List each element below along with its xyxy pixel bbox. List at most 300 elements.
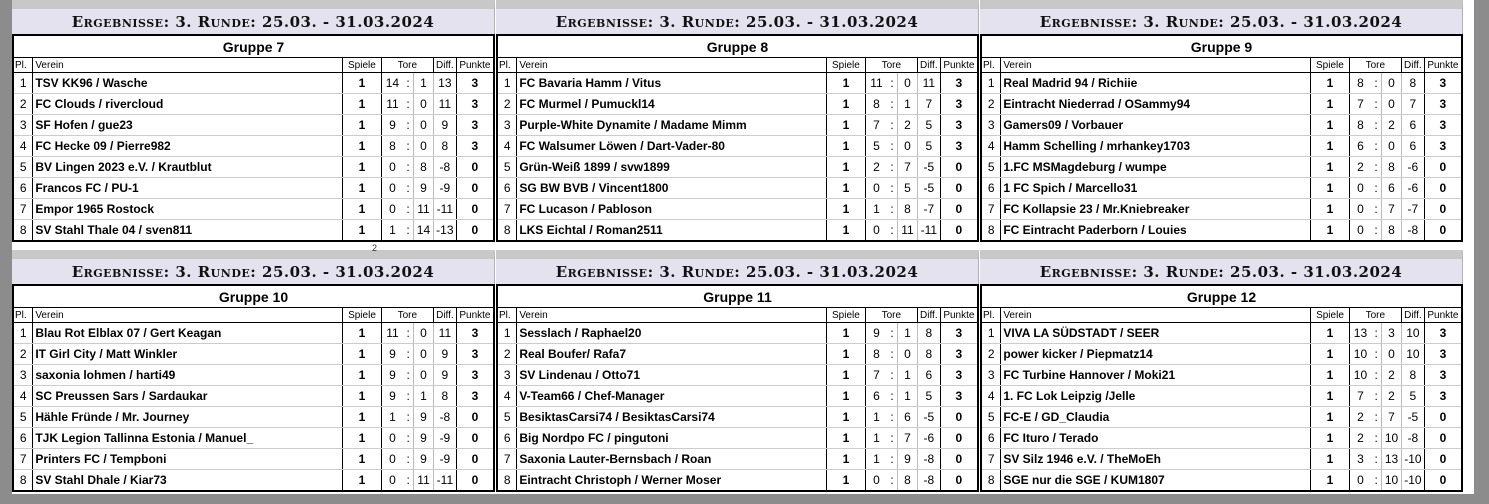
table-row <box>497 199 978 220</box>
table-row <box>13 365 494 386</box>
club-cell: power kicker / Piepmatz14 <box>1001 344 1311 365</box>
table-row <box>13 470 494 492</box>
goals-against-cell: 0 <box>1382 94 1402 115</box>
column-header-diff: Diff. <box>433 308 456 323</box>
rank-cell: 6 <box>497 428 517 449</box>
goals-separator: : <box>1371 407 1381 428</box>
goals-for-cell: 10 <box>1349 344 1371 365</box>
goals-separator: : <box>887 73 897 94</box>
points-cell: 0 <box>940 407 978 428</box>
goals-against-cell: 0 <box>898 136 918 157</box>
rank-cell: 5 <box>497 157 517 178</box>
round-banner: Ergebnisse: 3. Runde: 25.03. - 31.03.2024 <box>12 250 495 284</box>
rank-cell: 4 <box>981 386 1001 407</box>
goals-for-cell: 7 <box>1349 386 1371 407</box>
table-row <box>13 136 494 157</box>
rank-cell: 1 <box>981 323 1001 344</box>
goals-against-cell: 10 <box>1382 428 1402 449</box>
goals-for-cell: 1 <box>865 449 887 470</box>
column-header-spiele: Spiele <box>827 58 866 73</box>
goals-separator: : <box>403 73 413 94</box>
table-row <box>981 178 1462 199</box>
club-cell: FC Lucason / Pabloson <box>517 199 827 220</box>
goal-diff-cell: -10 <box>1401 470 1424 492</box>
games-cell: 1 <box>827 157 866 178</box>
games-cell: 1 <box>343 199 382 220</box>
points-cell: 0 <box>940 157 978 178</box>
goals-separator: : <box>887 470 897 492</box>
standings-table <box>496 34 979 242</box>
points-cell: 3 <box>940 136 978 157</box>
games-cell: 1 <box>827 428 866 449</box>
goals-separator: : <box>403 136 413 157</box>
table-row <box>13 344 494 365</box>
table-row <box>13 428 494 449</box>
table-row <box>497 449 978 470</box>
points-cell: 3 <box>1424 323 1462 344</box>
group-title: Gruppe 12 <box>981 285 1462 308</box>
points-cell: 3 <box>456 365 494 386</box>
goals-against-cell: 11 <box>414 470 434 492</box>
goals-against-cell: 7 <box>898 157 918 178</box>
goals-for-cell: 7 <box>865 115 887 136</box>
games-cell: 1 <box>1311 407 1350 428</box>
goals-against-cell: 8 <box>898 470 918 492</box>
table-row <box>981 365 1462 386</box>
goals-against-cell: 0 <box>414 136 434 157</box>
table-row <box>497 94 978 115</box>
goals-against-cell: 10 <box>1382 470 1402 492</box>
games-cell: 1 <box>343 220 382 242</box>
points-cell: 3 <box>940 365 978 386</box>
goals-for-cell: 0 <box>865 178 887 199</box>
club-cell: Eintracht Niederrad / OSammy94 <box>1001 94 1311 115</box>
points-cell: 3 <box>1424 344 1462 365</box>
goals-separator: : <box>403 323 413 344</box>
goals-separator: : <box>1371 199 1381 220</box>
group-panel <box>980 250 1463 495</box>
round-banner: Ergebnisse: 3. Runde: 25.03. - 31.03.2024 <box>980 0 1463 34</box>
points-cell: 0 <box>456 428 494 449</box>
rank-cell: 5 <box>497 407 517 428</box>
goals-for-cell: 3 <box>1349 449 1371 470</box>
games-cell: 1 <box>827 344 866 365</box>
games-cell: 1 <box>343 344 382 365</box>
round-banner: Ergebnisse: 3. Runde: 25.03. - 31.03.2024 <box>980 250 1463 284</box>
column-header-punkte: Punkte <box>456 58 494 73</box>
club-cell: SC Preussen Sars / Sardaukar <box>33 386 343 407</box>
goal-diff-cell: -11 <box>433 470 456 492</box>
club-cell: Real Boufer/ Rafa7 <box>517 344 827 365</box>
goals-for-cell: 8 <box>865 344 887 365</box>
goal-diff-cell: 10 <box>1401 344 1424 365</box>
rank-cell: 6 <box>497 178 517 199</box>
column-header-diff: Diff. <box>917 308 940 323</box>
column-header-tore: Tore <box>1349 58 1401 73</box>
club-cell: TSV KK96 / Wasche <box>33 73 343 94</box>
rank-cell: 6 <box>981 178 1001 199</box>
goals-separator: : <box>1371 73 1381 94</box>
goals-for-cell: 0 <box>1349 220 1371 242</box>
table-row <box>497 157 978 178</box>
goals-separator: : <box>403 386 413 407</box>
rank-cell: 3 <box>497 365 517 386</box>
table-row <box>981 344 1462 365</box>
goals-against-cell: 6 <box>1382 178 1402 199</box>
games-cell: 1 <box>827 73 866 94</box>
goals-for-cell: 1 <box>865 428 887 449</box>
club-cell: FC Ituro / Terado <box>1001 428 1311 449</box>
table-row <box>13 115 494 136</box>
games-cell: 1 <box>343 407 382 428</box>
column-header-verein: Verein <box>517 308 827 323</box>
points-cell: 0 <box>456 178 494 199</box>
rank-cell: 8 <box>981 220 1001 242</box>
points-cell: 3 <box>456 73 494 94</box>
standings-table <box>12 284 495 492</box>
column-header-spiele: Spiele <box>343 58 382 73</box>
goals-separator: : <box>1371 365 1381 386</box>
goal-diff-cell: -9 <box>433 449 456 470</box>
club-cell: Big Nordpo FC / pingutoni <box>517 428 827 449</box>
column-header-spiele: Spiele <box>827 308 866 323</box>
goals-separator: : <box>1371 136 1381 157</box>
points-cell: 3 <box>456 94 494 115</box>
table-row <box>13 94 494 115</box>
goal-diff-cell: 9 <box>433 115 456 136</box>
goals-against-cell: 7 <box>1382 199 1402 220</box>
goals-for-cell: 0 <box>381 470 403 492</box>
table-row <box>497 323 978 344</box>
club-cell: Sesslach / Raphael20 <box>517 323 827 344</box>
goal-diff-cell: -5 <box>917 157 940 178</box>
goals-separator: : <box>887 136 897 157</box>
club-cell: BesiktasCarsi74 / BesiktasCarsi74 <box>517 407 827 428</box>
points-cell: 3 <box>1424 94 1462 115</box>
points-cell: 0 <box>940 428 978 449</box>
goals-against-cell: 2 <box>1382 115 1402 136</box>
bottom-gap <box>12 494 1474 504</box>
games-cell: 1 <box>343 73 382 94</box>
table-row <box>497 220 978 242</box>
goals-against-cell: 2 <box>1382 365 1402 386</box>
club-cell: Empor 1965 Rostock <box>33 199 343 220</box>
rank-cell: 7 <box>981 199 1001 220</box>
table-row <box>497 428 978 449</box>
goals-against-cell: 6 <box>898 407 918 428</box>
games-cell: 1 <box>1311 365 1350 386</box>
games-cell: 1 <box>343 470 382 492</box>
goal-diff-cell: -8 <box>1401 220 1424 242</box>
goal-diff-cell: -6 <box>917 428 940 449</box>
games-cell: 1 <box>1311 94 1350 115</box>
club-cell: Hähle Fründe / Mr. Journey <box>33 407 343 428</box>
column-header-pl: Pl. <box>981 58 1001 73</box>
goals-separator: : <box>887 344 897 365</box>
table-row <box>981 470 1462 492</box>
goals-for-cell: 2 <box>1349 157 1371 178</box>
column-header-diff: Diff. <box>433 58 456 73</box>
group-panel <box>12 0 495 245</box>
goal-diff-cell: 8 <box>917 344 940 365</box>
goals-for-cell: 9 <box>381 386 403 407</box>
goals-against-cell: 0 <box>414 115 434 136</box>
goals-for-cell: 8 <box>381 136 403 157</box>
goals-separator: : <box>1371 470 1381 492</box>
points-cell: 3 <box>1424 115 1462 136</box>
table-row <box>981 115 1462 136</box>
goals-against-cell: 1 <box>898 386 918 407</box>
goal-diff-cell: 5 <box>917 115 940 136</box>
points-cell: 0 <box>456 157 494 178</box>
goal-diff-cell: 7 <box>917 94 940 115</box>
rank-cell: 7 <box>13 449 33 470</box>
goal-diff-cell: 6 <box>1401 115 1424 136</box>
points-cell: 0 <box>1424 449 1462 470</box>
goals-separator: : <box>403 178 413 199</box>
goals-against-cell: 0 <box>414 94 434 115</box>
table-row <box>13 323 494 344</box>
goal-diff-cell: -5 <box>1401 407 1424 428</box>
goals-separator: : <box>1371 344 1381 365</box>
games-cell: 1 <box>1311 73 1350 94</box>
points-cell: 3 <box>1424 73 1462 94</box>
rank-cell: 6 <box>13 178 33 199</box>
goals-for-cell: 2 <box>1349 428 1371 449</box>
games-cell: 1 <box>1311 199 1350 220</box>
rank-cell: 7 <box>497 449 517 470</box>
goals-for-cell: 9 <box>381 115 403 136</box>
column-header-pl: Pl. <box>497 308 517 323</box>
column-header-verein: Verein <box>517 58 827 73</box>
goals-against-cell: 1 <box>414 73 434 94</box>
goals-for-cell: 0 <box>381 449 403 470</box>
rank-cell: 8 <box>13 470 33 492</box>
goals-for-cell: 0 <box>1349 470 1371 492</box>
goals-against-cell: 13 <box>1382 449 1402 470</box>
goal-diff-cell: -11 <box>433 199 456 220</box>
goals-separator: : <box>1371 428 1381 449</box>
column-header-spiele: Spiele <box>1311 58 1350 73</box>
goal-diff-cell: -13 <box>433 220 456 242</box>
goals-separator: : <box>1371 157 1381 178</box>
column-header-spiele: Spiele <box>343 308 382 323</box>
club-cell: V-Team66 / Chef-Manager <box>517 386 827 407</box>
games-cell: 1 <box>827 115 866 136</box>
club-cell: SV Stahl Dhale / Kiar73 <box>33 470 343 492</box>
goals-for-cell: 9 <box>381 365 403 386</box>
goals-separator: : <box>887 115 897 136</box>
points-cell: 0 <box>456 220 494 242</box>
goal-diff-cell: 9 <box>433 365 456 386</box>
goals-against-cell: 11 <box>414 199 434 220</box>
rank-cell: 4 <box>13 136 33 157</box>
table-row <box>981 386 1462 407</box>
club-cell: SV Stahl Thale 04 / sven811 <box>33 220 343 242</box>
goals-against-cell: 14 <box>414 220 434 242</box>
group-title: Gruppe 7 <box>13 35 494 58</box>
games-cell: 1 <box>1311 323 1350 344</box>
rank-cell: 1 <box>981 73 1001 94</box>
rank-cell: 2 <box>981 344 1001 365</box>
rank-cell: 5 <box>13 157 33 178</box>
goal-diff-cell: 11 <box>917 73 940 94</box>
goals-against-cell: 0 <box>414 344 434 365</box>
goals-separator: : <box>1371 449 1381 470</box>
games-cell: 1 <box>1311 220 1350 242</box>
rank-cell: 8 <box>497 470 517 492</box>
club-cell: BV Lingen 2023 e.V. / Krautblut <box>33 157 343 178</box>
goals-separator: : <box>403 344 413 365</box>
goal-diff-cell: 6 <box>1401 136 1424 157</box>
rank-cell: 8 <box>497 220 517 242</box>
goal-diff-cell: -7 <box>1401 199 1424 220</box>
table-row <box>981 220 1462 242</box>
goals-against-cell: 1 <box>898 323 918 344</box>
club-cell: TJK Legion Tallinna Estonia / Manuel_ <box>33 428 343 449</box>
rank-cell: 8 <box>13 220 33 242</box>
table-row <box>981 94 1462 115</box>
column-header-punkte: Punkte <box>940 308 978 323</box>
rank-cell: 3 <box>981 365 1001 386</box>
points-cell: 0 <box>1424 428 1462 449</box>
table-row <box>13 386 494 407</box>
table-row <box>13 449 494 470</box>
goals-against-cell: 8 <box>414 157 434 178</box>
games-cell: 1 <box>1311 470 1350 492</box>
goal-diff-cell: -11 <box>917 220 940 242</box>
goal-diff-cell: 8 <box>433 136 456 157</box>
goals-separator: : <box>887 428 897 449</box>
goals-separator: : <box>403 470 413 492</box>
games-cell: 1 <box>827 365 866 386</box>
goals-against-cell: 9 <box>414 178 434 199</box>
table-row <box>981 323 1462 344</box>
games-cell: 1 <box>827 136 866 157</box>
games-cell: 1 <box>827 407 866 428</box>
goal-diff-cell: -8 <box>433 407 456 428</box>
goals-for-cell: 0 <box>381 428 403 449</box>
round-banner: Ergebnisse: 3. Runde: 25.03. - 31.03.2024 <box>496 0 979 34</box>
column-header-verein: Verein <box>1001 308 1311 323</box>
goal-diff-cell: 8 <box>917 323 940 344</box>
club-cell: Printers FC / Tempboni <box>33 449 343 470</box>
table-row <box>497 344 978 365</box>
games-cell: 1 <box>343 115 382 136</box>
rank-cell: 1 <box>13 73 33 94</box>
goals-separator: : <box>887 365 897 386</box>
games-cell: 1 <box>1311 136 1350 157</box>
goal-diff-cell: -5 <box>917 178 940 199</box>
club-cell: 1 FC Spich / Marcello31 <box>1001 178 1311 199</box>
goals-against-cell: 1 <box>414 386 434 407</box>
rank-cell: 2 <box>13 344 33 365</box>
goals-separator: : <box>403 199 413 220</box>
rank-cell: 4 <box>497 386 517 407</box>
goals-against-cell: 7 <box>898 428 918 449</box>
goals-separator: : <box>887 157 897 178</box>
games-cell: 1 <box>343 386 382 407</box>
goals-against-cell: 1 <box>898 365 918 386</box>
goal-diff-cell: 8 <box>433 386 456 407</box>
standings-table <box>980 284 1463 492</box>
points-cell: 3 <box>940 344 978 365</box>
goals-separator: : <box>1371 94 1381 115</box>
goals-against-cell: 9 <box>414 407 434 428</box>
points-cell: 3 <box>940 323 978 344</box>
points-cell: 3 <box>456 344 494 365</box>
column-header-tore: Tore <box>865 58 917 73</box>
goals-for-cell: 11 <box>865 73 887 94</box>
goals-separator: : <box>887 323 897 344</box>
points-cell: 0 <box>940 220 978 242</box>
goals-against-cell: 0 <box>1382 73 1402 94</box>
column-header-tore: Tore <box>865 308 917 323</box>
goals-separator: : <box>403 407 413 428</box>
goals-for-cell: 2 <box>865 157 887 178</box>
goals-for-cell: 0 <box>381 178 403 199</box>
goals-separator: : <box>887 220 897 242</box>
column-header-verein: Verein <box>33 58 343 73</box>
rank-cell: 7 <box>497 199 517 220</box>
goals-separator: : <box>887 386 897 407</box>
club-cell: FC Eintracht Paderborn / Louies <box>1001 220 1311 242</box>
column-header-pl: Pl. <box>497 58 517 73</box>
group-title: Gruppe 10 <box>13 285 494 308</box>
goal-diff-cell: -8 <box>1401 428 1424 449</box>
rank-cell: 1 <box>497 323 517 344</box>
group-title: Gruppe 9 <box>981 35 1462 58</box>
goal-diff-cell: 9 <box>433 344 456 365</box>
goals-against-cell: 0 <box>1382 136 1402 157</box>
goals-for-cell: 8 <box>1349 115 1371 136</box>
stray-mark: 2 <box>372 243 378 253</box>
rank-cell: 7 <box>981 449 1001 470</box>
goals-separator: : <box>403 449 413 470</box>
points-cell: 3 <box>456 136 494 157</box>
goals-against-cell: 0 <box>414 365 434 386</box>
goals-separator: : <box>887 449 897 470</box>
goals-for-cell: 13 <box>1349 323 1371 344</box>
games-cell: 1 <box>827 449 866 470</box>
goal-diff-cell: 8 <box>1401 73 1424 94</box>
club-cell: FC Bavaria Hamm / Vitus <box>517 73 827 94</box>
table-row <box>497 73 978 94</box>
goals-against-cell: 0 <box>1382 344 1402 365</box>
table-row <box>497 115 978 136</box>
goals-against-cell: 2 <box>1382 386 1402 407</box>
goals-against-cell: 8 <box>1382 220 1402 242</box>
games-cell: 1 <box>343 428 382 449</box>
goals-for-cell: 0 <box>381 157 403 178</box>
goals-separator: : <box>1371 386 1381 407</box>
rank-cell: 7 <box>13 199 33 220</box>
club-cell: Eintracht Christoph / Werner Moser <box>517 470 827 492</box>
rank-cell: 1 <box>13 323 33 344</box>
goals-against-cell: 1 <box>898 94 918 115</box>
goals-for-cell: 8 <box>1349 73 1371 94</box>
club-cell: FC-E / GD_Claudia <box>1001 407 1311 428</box>
goals-against-cell: 0 <box>898 344 918 365</box>
points-cell: 0 <box>1424 470 1462 492</box>
goals-separator: : <box>403 428 413 449</box>
rank-cell: 2 <box>13 94 33 115</box>
table-row <box>13 220 494 242</box>
games-cell: 1 <box>827 94 866 115</box>
club-cell: Real Madrid 94 / Richiie <box>1001 73 1311 94</box>
club-cell: FC Kollapsie 23 / Mr.Kniebreaker <box>1001 199 1311 220</box>
club-cell: Hamm Schelling / mrhankey1703 <box>1001 136 1311 157</box>
